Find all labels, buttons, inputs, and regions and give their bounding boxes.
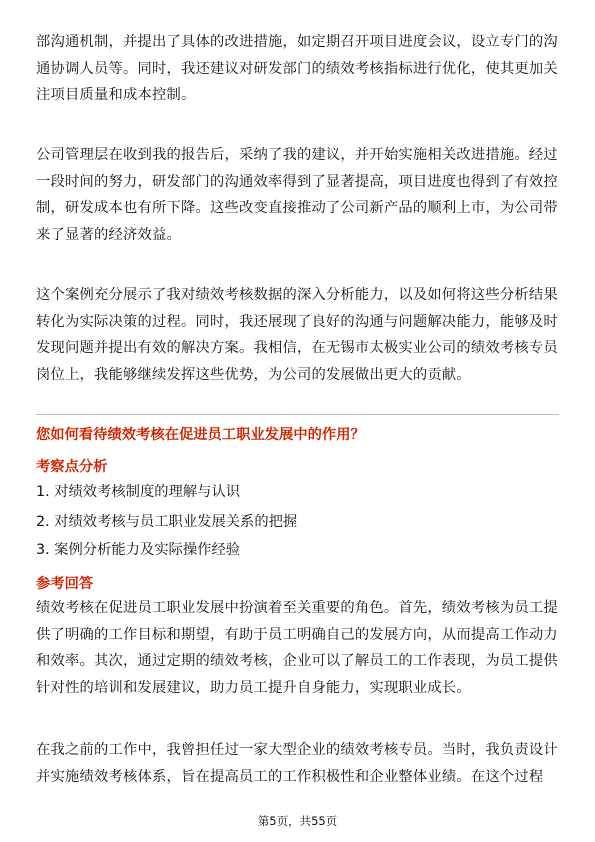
- question-heading: 您如何看待绩效考核在促进员工职业发展中的作用？: [36, 427, 365, 443]
- page-number: 第5页，共55页: [257, 814, 338, 828]
- analysis-heading: 考察点分析: [36, 459, 108, 475]
- text-line: 注项目质量和成本控制。: [36, 87, 196, 103]
- text-line: 制，研发成本也有所下降。这些改变直接推动了公司新产品的顺利上市，为公司带: [36, 200, 558, 216]
- text-line: 来了显著的经济效益。: [36, 226, 181, 243]
- analysis-point-1: 1. 对绩效考核制度的理解与认识: [36, 484, 241, 500]
- text-line: 这个案例充分展示了我对绩效考核数据的深入分析能力，以及如何将这些分析结果: [36, 287, 558, 303]
- text-line: 通协调人员等。同时，我还建议对研发部门的绩效考核指标进行优化，使其更加关: [36, 60, 558, 77]
- answer-heading: 参考回答: [36, 576, 94, 592]
- text-line: 部沟通机制，并提出了具体的改进措施，如定期召开项目进度会议，设立专门的沟: [36, 34, 558, 50]
- text-line: 转化为实际决策的过程。同时，我还展现了良好的沟通与问题解决能力，能够及时: [36, 313, 558, 330]
- text-line: 针对性的培训和发展建议，助力员工提升自身能力，实现职业成长。: [36, 679, 471, 696]
- body-paragraph-1: [36, 29, 561, 109]
- text-line: 和效率。其次，通过定期的绩效考核，企业可以了解员工的工作表现，为员工提供: [36, 653, 558, 669]
- body-paragraph-2: [36, 142, 561, 248]
- text-line: 供了明确的工作目标和期望，有助于员工明确自己的发展方向，从而提高工作动力: [36, 626, 558, 643]
- answer-paragraph-1: [36, 595, 561, 701]
- text-line: 绩效考核在促进员工职业发展中扮演着至关重要的角色。首先，绩效考核为员工提: [36, 600, 558, 616]
- text-line: 岗位上，我能够继续发挥这些优势，为公司的发展做出更大的贡献。: [36, 366, 471, 383]
- text-line: 并实施绩效考核体系，旨在提高员工的工作积极性和企业整体业绩。在这个过程: [36, 768, 544, 785]
- section-divider: [36, 414, 559, 415]
- text-line: 在我之前的工作中，我曾担任过一家大型企业的绩效考核专员。当时，我负责设计: [36, 742, 558, 758]
- analysis-point-3: 3. 案例分析能力及实际操作经验: [36, 542, 241, 558]
- answer-paragraph-2: [36, 737, 561, 790]
- text-line: 一段时间的努力，研发部门的沟通效率得到了显著提高，项目进度也得到了有效控: [36, 173, 558, 190]
- analysis-point-2: 2. 对绩效考核与员工职业发展关系的把握: [36, 514, 298, 530]
- text-line: 公司管理层在收到我的报告后，采纳了我的建议，并开始实施相关改进措施。经过: [36, 147, 558, 163]
- text-line: 发现问题并提出有效的解决方案。我相信，在无锡市太极实业公司的绩效考核专员: [36, 340, 558, 356]
- body-paragraph-3: [36, 282, 561, 388]
